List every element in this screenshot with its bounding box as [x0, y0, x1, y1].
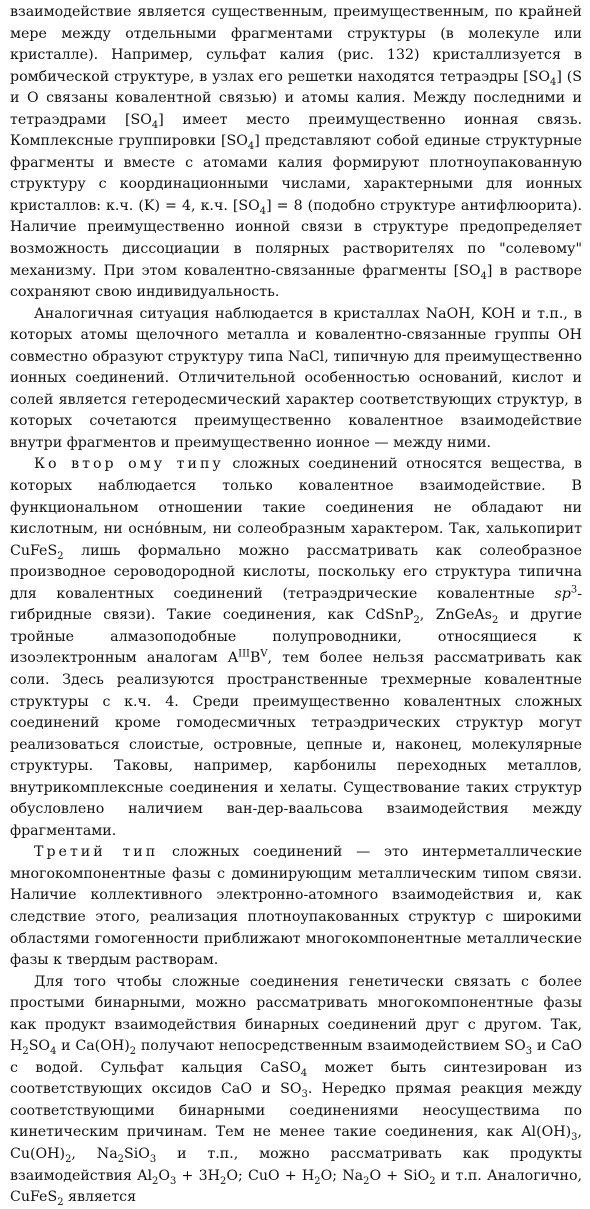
text-run: и CaO с водой. Сульфат кальция CaSO	[10, 1038, 582, 1076]
paragraph-p4-third-type	[10, 842, 582, 971]
subscript: 3	[301, 1089, 308, 1101]
text-run: и Ca(OH)	[56, 1038, 130, 1055]
superscript: 3	[570, 584, 578, 596]
subscript: 2	[491, 615, 499, 627]
text-run: O	[158, 1167, 170, 1184]
spaced-emphasis: Третий тип	[34, 844, 159, 861]
subscript: 2	[65, 1153, 72, 1165]
text-run: лишь формально можно рассматривать как солеобразное производное сероводородной кислоты, поскольку его структура типична для ковалентных соединений (тетраэдрические ковалентные	[10, 542, 582, 602]
text-run: Аналогичная ситуация наблюдается в кристаллах NaOH, KOH и т.п., в которых атомы щелочного металла и ковалентно-связанные группы OH совместно образуют структуру типа NaCl, типичную для преимущественно ионных соединений. Отличительной особенностью оснований, кислот и солей является гетеродесмический характер соответствующих структур, в которых сочетаются преимущественно ковалентное взаимодействие внутри фрагментов и преимущественно ионное — между ними.	[10, 305, 582, 451]
paragraph-p3-second-type	[10, 454, 582, 842]
text-run: , Cu(OH)	[10, 1124, 582, 1162]
subscript: 2	[220, 1175, 227, 1187]
text-run: SO	[28, 1038, 51, 1055]
text-run: может быть синтезирован из соответствующих оксидов CaO и SO	[10, 1059, 582, 1098]
subscript: 2	[117, 1153, 124, 1165]
text-run: ] (S и O связаны ковалентной связью) и атомы калия. Между последними и тетраэдрами [SO	[10, 68, 582, 128]
text-run: получают непосредственным взаимодействием SO	[136, 1038, 526, 1055]
text-run: SiO	[123, 1145, 150, 1162]
subscript: 2	[129, 1046, 137, 1058]
subscript: 4	[300, 1067, 308, 1079]
subscript: 3	[169, 1175, 177, 1187]
text-run: -гибридные связи). Такие соединения, как CdSnP	[10, 585, 582, 624]
subscript: 2	[413, 615, 420, 627]
text-run: O; Na	[320, 1167, 364, 1184]
subscript: 2	[152, 1175, 159, 1187]
text-run: ] представляют собой единые структурные фрагменты и вместе с атомами калия формируют плотноупакованную структуру с координационными числами, характерными для ионных кристаллов: к.ч. (K) = 4, к.ч. [SO	[10, 133, 583, 214]
text-run: взаимодействие является существенным, преимущественным, по крайней мере между отдельными фрагментами структуры (в молекуле или кристалле). Например, сульфат калия (рис. 132) кристаллизуется в ромбической структуре, в узлах его решетки находятся тетраэдры [SO	[10, 4, 582, 85]
text-run: O + SiO	[369, 1167, 430, 1184]
text-run: и другие тройные алмазоподобные полупроводники, относящиеся к изоэлектронным аналогам A	[10, 607, 582, 667]
text-run: Для того чтобы сложные соединения генетически связать с более простыми бинарными, можно рассматривать многокомпонентные фазы как продукт взаимодействия бинарных соединений друг с другом. Так, H	[10, 973, 582, 1055]
subscript: 3	[149, 1153, 157, 1165]
subscript: 3	[571, 1132, 578, 1144]
subscript: 2	[314, 1175, 321, 1187]
subscript: 2	[57, 1196, 64, 1208]
subscript: 3	[525, 1046, 533, 1058]
paragraph-p1-continuation	[10, 2, 582, 304]
subscript: 4	[550, 76, 557, 88]
text-run: + 3H	[176, 1167, 221, 1184]
subscript: 2	[363, 1175, 370, 1187]
spaced-emphasis: Ко втор ому типу	[34, 456, 224, 473]
text-run: , ZnGeAs	[419, 607, 492, 624]
text-run: . Нередко прямая реакция между соответствующими бинарными соединениями неосуществима по кинетическим причинам. Тем не менее такие соединения, как Al(OH)	[10, 1081, 582, 1141]
superscript: III	[238, 648, 250, 660]
text-run: и т.п., можно рассматривать как продукты взаимодействия Al	[10, 1145, 582, 1184]
text-run: sp	[554, 585, 571, 602]
paragraph-p5-genetic-link	[10, 972, 582, 1209]
text-run: , Na	[71, 1145, 118, 1162]
text-run: сложных соединений относятся вещества, в которых наблюдается только ковалентное взаимодействие. В функциональном отношении такие соединения не обладают ни кислотным, ни оснóвным, ни солеобразным характером. Так, халькопирит CuFeS	[10, 456, 582, 559]
subscript: 4	[259, 205, 267, 217]
superscript: V	[260, 648, 268, 660]
text-run: ] = 8 (подобно структуре антифлюорита). Наличие преимущественно ионной связи в структуре предопределяет возможность диссоциации в полярных растворителях по "солевому" механизму. При этом ковалентно-связанные фрагменты [SO	[10, 197, 582, 279]
text-run: O; CuO + H	[226, 1167, 315, 1184]
subscript: 4	[50, 1046, 57, 1058]
subscript: 2	[429, 1175, 436, 1187]
subscript: 2	[57, 550, 64, 562]
text-run: и т.п. Аналогично, CuFeS	[10, 1167, 582, 1206]
subscript: 4	[480, 270, 487, 282]
text-run: сложных соединений — это интерметаллические многокомпонентные фазы с доминирующим металлическим типом связи. Наличие коллективного электронно-атомного взаимодействия и, как следствие этого, реализация плотноупакованных структур с широкими областями гомогенности приближают многокомпонентные металлические фазы к твердым растворам.	[10, 844, 582, 969]
text-run: , тем более нельзя рассматривать как соли. Здесь реализуются пространственные трехмерные ковалентные структуры с к.ч. 4. Среди преимущественно ковалентных сложных соединений кроме гомодесмичных тетраэдрических структур могут реализоваться слоистые, островные, цепные и, наконец, молекулярные структуры. Таковы, например, карбонилы переходных металлов, внутрикомплексные соединения и хелаты. Существование таких структур обусловлено наличием ван-дер-ваальсова взаимодействия между фрагментами.	[10, 650, 583, 839]
subscript: 4	[247, 141, 255, 153]
text-run: ] имеет место преимущественно ионная связь. Комплексные группировки [SO	[10, 111, 582, 150]
subscript: 2	[22, 1046, 29, 1058]
text-run: B	[249, 650, 261, 667]
subscript: 4	[151, 119, 159, 131]
paragraph-p2-bases-acids	[10, 304, 582, 455]
text-run: ] в растворе сохраняют свою индивидуальность.	[10, 262, 582, 301]
text-run: является	[63, 1189, 137, 1206]
